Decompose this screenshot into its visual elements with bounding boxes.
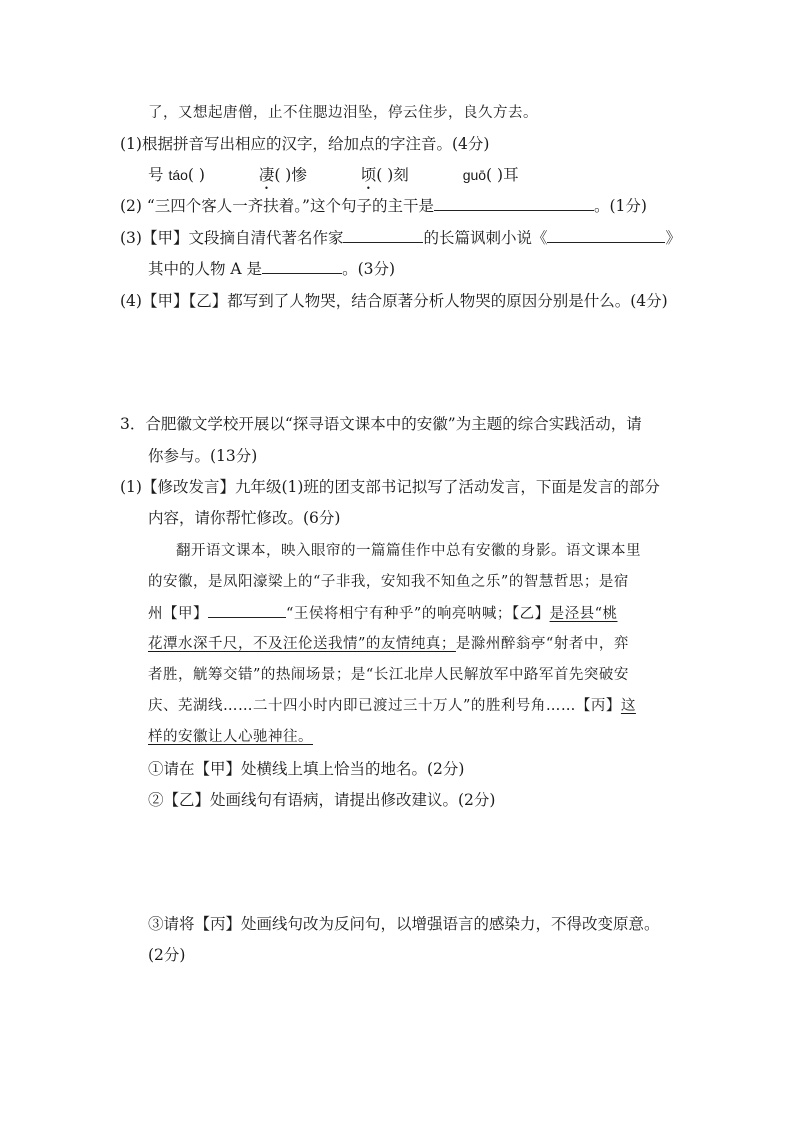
bing-underlined-end: 样的安徽让人心驰神往。 [148,729,313,745]
q3-line1: (3)【甲】文段摘自清代著名作家 的长篇讽刺小说《 》 [120,229,681,247]
q1-item-3: 顷( )刻 [360,166,409,184]
jia-place-blank[interactable] [208,602,286,618]
q3-author-blank[interactable] [343,227,423,243]
speech-line-7 [148,726,313,748]
yi-underlined-end: 花潭水深千尺，不及汪伦送我情”的友情纯真； [148,636,456,652]
speech-line-2: 的安徽，是凤阳濠梁上的“子非我，安知我不知鱼之乐”的智慧哲思；是宿 [148,574,629,590]
q4: (4)【甲】【乙】都写到了人物哭，结合原著分析人物哭的原因分别是什么。(4分) [120,292,668,310]
q2: (2) “三四个客人一齐扶着。”这个句子的主干是 。(1分) [120,197,647,215]
q1-item-2: 凄( )惨 [258,166,307,184]
q3-novel-blank[interactable] [547,227,665,243]
speech-line-3: 州【甲】 “王侯将相宁有种乎”的响亮呐喊；【乙】是泾县“桃 [148,602,618,625]
s3-p1-line1: (1)【修改发言】九年级(1)班的团支部书记拟写了活动发言，下面是发言的部分 [120,478,660,496]
speech-line-1: 翻开语文课本，映入眼帘的一篇篇佳作中总有安徽的身影。语文课本里 [176,543,641,559]
sub-question-3-line2: (2分) [148,946,186,964]
sub-question-3-line1: ③请将【丙】处画线句改为反问句，以增强语言的感染力，不得改变原意。 [148,915,660,933]
sub-question-2: ②【乙】处画线句有语病，请提出修改建议。(2分) [148,791,496,809]
sub-question-1: ①请在【甲】处横线上填上恰当的地名。(2分) [148,760,465,778]
q1-stem: (1)根据拼音写出相应的汉字，给加点的字注音。(4分) [120,135,490,153]
s3-p1-line2: 内容，请你帮忙修改。(6分) [148,509,341,527]
q3-character-blank[interactable] [262,258,342,274]
q1-items [148,164,519,193]
s3-title-line2: 你参与。(13分) [148,447,258,465]
yi-underlined-start: 是泾县“桃 [549,606,618,622]
speech-line-5: 者胜，觥筹交错”的热闹场景；是“长江北岸人民解放军中路军首先突破安 [148,667,629,683]
q1-item-4: guō( )耳 [462,166,519,184]
s3-title-line1: 3．合肥徽文学校开展以“探寻语文课本中的安徽”为主题的综合实践活动，请 [120,415,642,433]
q2-answer-blank[interactable] [434,195,594,211]
q1-item-1: 号 táo( ) [148,166,205,184]
bing-underlined-start: 这 [620,698,636,714]
speech-line-4: 花潭水深千尺，不及汪伦送我情”的友情纯真；是滁州醉翁亭“射者中，弈 [148,636,629,652]
passage-tail: 了，又想起唐僧，止不住腮边泪坠，停云住步，良久方去。 [148,105,538,121]
q3-line2: 其中的人物 A 是 。(3分) [148,260,396,278]
speech-line-6: 庆、芜湖线……二十四小时内即已渡过三十万人”的胜利号角……【丙】这 [148,698,636,714]
